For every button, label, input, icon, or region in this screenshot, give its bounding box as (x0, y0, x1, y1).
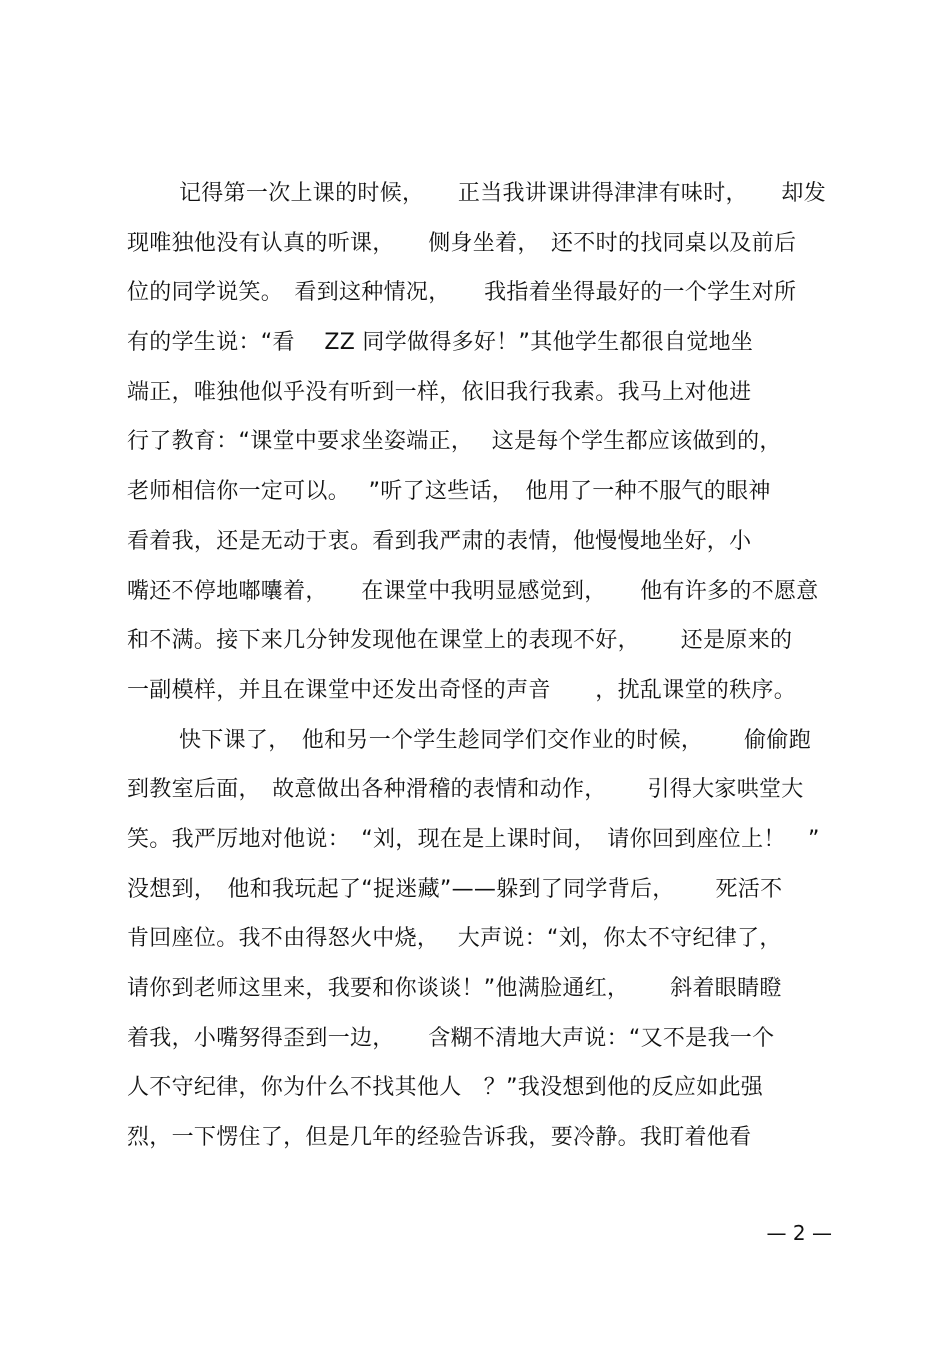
text-line: 没想到， 他和我玩起了“捉迷藏”——躲到了同学背后， 死活不 (127, 876, 783, 902)
text-line: 快下课了， 他和另一个学生趁同学们交作业的时候， 偷偷跑 (179, 727, 811, 753)
text-line: 到教室后面， 故意做出各种滑稽的表情和动作， 引得大家哄堂大 (127, 777, 804, 803)
text-line: 看着我，还是无动于衷。看到我严肃的表情，他慢慢地坐好，小 (127, 528, 752, 554)
text-line: 一副模样，并且在课堂中还发出奇怪的声音 ，扰乱课堂的秩序。 (127, 677, 797, 703)
text-line: 烈，一下愣住了，但是几年的经验告诉我，要冷静。我盯着他看 (127, 1125, 752, 1151)
text-line: 有的学生说：“看 ZZ 同学做得多好！”其他学生都很自觉地坐 (127, 330, 754, 356)
text-line: 人不守纪律，你为什么不找其他人 ？”我没想到他的反应如此强 (127, 1075, 764, 1101)
body-text (127, 172, 832, 1166)
text-line: 现唯独他没有认真的听课， 侧身坐着， 还不时的找同桌以及前后 (127, 230, 797, 256)
text-line: 着我，小嘴努得歪到一边， 含糊不清地大声说：“又不是我一个 (127, 1025, 775, 1051)
text-line: 笑。我严厉地对他说： “刘，现在是上课时间， 请你回到座位上！ ” (127, 826, 820, 852)
text-line: 请你到老师这里来，我要和你谈谈！”他满脸通红， 斜着眼睛瞪 (127, 976, 782, 1001)
text-line: 老师相信你一定可以。 ”听了这些话， 他用了一种不服气的眼神 (127, 479, 771, 505)
text-line: 位的同学说笑。 看到这种情况， 我指着坐得最好的一个学生对所 (127, 280, 797, 306)
text-line: 记得第一次上课的时候， 正当我讲课讲得津津有味时， 却发 (179, 181, 827, 206)
text-line: 肯回座位。我不由得怒火中烧， 大声说：“刘，你太不守纪律了， (127, 926, 782, 952)
text-line: 端正，唯独他似乎没有听到一样，依旧我行我素。我马上对他进 (127, 379, 752, 405)
text-line: 和不满。接下来几分钟发现他在课堂上的表现不好， 还是原来的 (127, 628, 793, 654)
text-line: 行了教育：“课堂中要求坐姿端正， 这是每个学生都应该做到的， (127, 429, 782, 455)
text-line: 嘴还不停地嘟囔着， 在课堂中我明显感觉到， 他有许多的不愿意 (127, 578, 819, 604)
page-number: — 2 — (766, 1221, 832, 1245)
